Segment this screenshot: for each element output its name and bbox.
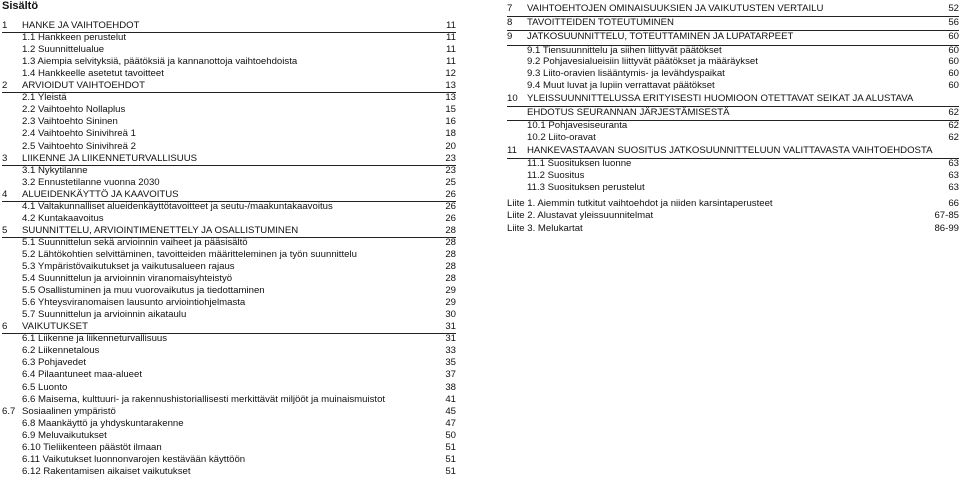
toc-entry-title: 1.3 Aiempia selvityksiä, päätöksiä ja kannanottoja vaihtoehdoista <box>22 56 298 68</box>
toc-page-number: 62 <box>948 120 959 132</box>
toc-entry-row <box>2 32 456 44</box>
toc-page-number: 51 <box>445 453 456 465</box>
toc-entry-title: 5.2 Lähtökohtien selvittäminen, tavoitteiden määritteleminen ja työn suunnittelu <box>22 248 357 260</box>
toc-number: 2 <box>2 80 8 92</box>
toc-entry-row <box>507 68 959 80</box>
appendix-title: Liite 3. Melukartat <box>507 222 583 234</box>
toc-chapter-row <box>507 2 959 17</box>
toc-chapter-row <box>507 16 959 31</box>
toc-page-number: 29 <box>445 297 456 309</box>
toc-page-number: 51 <box>445 441 456 453</box>
toc-entry-title: 11.2 Suositus <box>527 169 585 181</box>
toc-page-number: 56 <box>948 17 959 29</box>
toc-entry-row <box>2 177 456 189</box>
toc-entry-row <box>507 182 959 194</box>
toc-page-number: 47 <box>445 417 456 429</box>
toc-entry-title: 3.2 Ennustetilanne vuonna 2030 <box>22 176 160 188</box>
toc-entry-row <box>2 141 456 153</box>
toc-entry-title: 2.1 Yleistä <box>22 92 67 104</box>
toc-entry-title: 5.3 Ympäristövaikutukset ja vaikutusalueen rajaus <box>22 261 235 272</box>
toc-chapter-title: HANKE JA VAIHTOEHDOT <box>22 20 140 31</box>
toc-entry-row <box>507 120 959 132</box>
toc-entry-title: 6.5 Luonto <box>22 381 68 393</box>
toc-entry-title: 9.2 Pohjavesialueisiin liittyvät päätökset ja määräykset <box>527 56 758 68</box>
toc-entry-title: 10.1 Pohjavesiseuranta <box>527 120 628 132</box>
toc-entry-row <box>507 132 959 144</box>
toc-number: 7 <box>507 3 513 14</box>
toc-entry-row <box>507 56 959 68</box>
toc-entry-title: 9.3 Liito-oravien lisääntymis- ja levähdyspaikat <box>527 68 725 80</box>
toc-entry-row <box>507 158 959 170</box>
toc-number: 5 <box>2 224 8 236</box>
toc-entry-title: 4.1 Valtakunnalliset alueidenkäyttötavoitteet ja seutu-/maakuntakaavoitus <box>22 200 333 212</box>
toc-page-number: 35 <box>445 357 456 369</box>
toc-entry-row <box>2 92 456 104</box>
toc-page-number: 52 <box>948 3 959 14</box>
toc-number: 3 <box>2 152 8 164</box>
toc-page-number: 60 <box>948 68 959 80</box>
toc-entry-title: 9.1 Tiensuunnittelu ja siihen liittyvät päätökset <box>527 44 722 56</box>
toc-page-number: 13 <box>445 80 456 92</box>
toc-entry-title: 6.10 Tieliikenteen päästöt ilmaan <box>22 441 162 453</box>
toc-entry-title: 4.2 Kuntakaavoitus <box>22 212 104 224</box>
toc-page-number: 41 <box>445 393 456 405</box>
toc-page-number: 13 <box>445 92 456 104</box>
toc-heading: Sisältö <box>2 0 39 12</box>
toc-page-number: 63 <box>948 158 959 169</box>
toc-entry-row <box>2 273 456 285</box>
toc-entry-row <box>2 237 456 249</box>
toc-entry-row <box>2 165 456 177</box>
toc-entry-title: 6.4 Pilaantuneet maa-alueet <box>22 369 143 381</box>
toc-entry-row <box>2 466 456 478</box>
toc-page-number: 33 <box>445 345 456 357</box>
appendix-page: 86-99 <box>934 222 959 234</box>
toc-entry-row <box>2 369 456 381</box>
appendix-row <box>507 223 959 235</box>
toc-number: 10 <box>507 92 518 104</box>
toc-chapter-title: VAIHTOEHTOJEN OMINAISUUKSIEN JA VAIKUTUSTEN VERTAILU <box>527 3 824 14</box>
toc-page-number: 62 <box>948 132 959 143</box>
toc-chapter-row <box>507 106 959 121</box>
appendix-row <box>507 198 959 210</box>
toc-entry-title: 5.6 Yhteysviranomaisen lausunto arviointiohjelmasta <box>22 297 246 309</box>
toc-page-number: 28 <box>445 224 456 236</box>
toc-entry-title: 3.1 Nykytilanne <box>22 164 88 176</box>
toc-entry-row <box>2 128 456 140</box>
toc-chapter-title: ARVIOIDUT VAIHTOEHDOT <box>22 80 145 92</box>
toc-entry-title: 5.7 Suunnittelun ja arvioinnin aikataulu <box>22 309 187 321</box>
appendix-row <box>507 210 959 222</box>
toc-entry-row <box>2 261 456 273</box>
toc-chapter-row <box>507 92 959 107</box>
toc-entry-row <box>507 45 959 57</box>
appendix-title: Liite 2. Alustavat yleissuunnitelmat <box>507 210 654 222</box>
toc-entry-row <box>2 382 456 394</box>
toc-entry-row <box>2 309 456 321</box>
toc-entry-title: 6.9 Meluvaikutukset <box>22 429 107 441</box>
toc-entry-row <box>2 454 456 466</box>
toc-number: 6.7 <box>2 405 16 417</box>
toc-entry-row <box>2 357 456 369</box>
toc-entry-title: 5.1 Suunnittelun sekä arvioinnin vaiheet ja pääsisältö <box>22 236 248 248</box>
toc-number: 4 <box>2 188 8 200</box>
toc-chapter-title: HANKEVASTAAVAN SUOSITUS JATKOSUUNNITTELUUN VALITTAVASTA VAIHTOEHDOSTA <box>527 144 933 156</box>
toc-page-number: 28 <box>445 273 456 285</box>
toc-page-number: 29 <box>445 285 456 297</box>
toc-entry-row <box>2 442 456 454</box>
toc-entry-title: 6.1 Liikenne ja liikenneturvallisuus <box>22 333 168 345</box>
toc-page-number: 11 <box>446 44 456 56</box>
toc-page-number: 50 <box>445 429 456 441</box>
toc-entry-row <box>2 285 456 297</box>
toc-page-number: 37 <box>445 369 456 381</box>
toc-page-number: 12 <box>445 68 456 80</box>
toc-entry-title: Sosiaalinen ympäristö <box>22 405 116 417</box>
toc-page-number: 30 <box>445 309 456 321</box>
toc-chapter-row <box>507 144 959 159</box>
toc-page-number: 28 <box>445 248 456 260</box>
toc-entry-row <box>2 104 456 116</box>
toc-page-number: 11 <box>446 20 456 31</box>
toc-entry-title: 1.2 Suunnittelualue <box>22 44 105 56</box>
toc-entry-row <box>2 249 456 261</box>
toc-page-number: 60 <box>948 56 959 68</box>
toc-entry-title: 6.12 Rakentamisen aikaiset vaikutukset <box>22 465 191 477</box>
toc-entry-row <box>2 345 456 357</box>
toc-chapter-title: ALUEIDENKÄYTTÖ JA KAAVOITUS <box>22 188 179 200</box>
appendix-title: Liite 1. Aiemmin tutkitut vaihtoehdot ja niiden karsintaperusteet <box>507 198 773 209</box>
toc-page-number: 28 <box>445 261 456 272</box>
appendix-page: 66 <box>948 198 959 209</box>
toc-number: 1 <box>2 20 8 31</box>
toc-page-number: 23 <box>445 164 456 176</box>
toc-page-number: 26 <box>445 200 456 212</box>
toc-entry-row <box>2 406 456 418</box>
toc-entry-row <box>507 170 959 182</box>
toc-page-number: 63 <box>948 169 959 181</box>
toc-number: 8 <box>507 17 513 29</box>
toc-number: 11 <box>507 144 517 156</box>
toc-chapter-row <box>507 30 959 45</box>
toc-entry-row <box>2 44 456 56</box>
toc-entry-row <box>2 430 456 442</box>
toc-entry-row <box>2 394 456 406</box>
toc-entry-row <box>2 56 456 68</box>
toc-chapter-title: EHDOTUS SEURANNAN JÄRJESTÄMISESTÄ <box>527 107 730 118</box>
toc-page-number: 45 <box>445 405 456 417</box>
toc-entry-row <box>2 68 456 80</box>
toc-page-number: 16 <box>445 116 456 128</box>
toc-page-number: 51 <box>445 465 456 477</box>
toc-entry-title: 6.11 Vaikutukset luonnonvarojen kestävään käyttöön <box>22 453 246 465</box>
toc-chapter-title: LIIKENNE JA LIIKENNETURVALLISUUS <box>22 152 198 164</box>
toc-number: 9 <box>507 31 513 43</box>
toc-page-number: 60 <box>948 80 959 91</box>
toc-entry-title: 11.1 Suosituksen luonne <box>527 158 632 169</box>
toc-entry-title: 6.2 Liikennetalous <box>22 345 100 357</box>
toc-entry-title: 1.1 Hankkeen perustelut <box>22 32 126 44</box>
toc-entry-row <box>2 333 456 345</box>
toc-page-number: 31 <box>445 333 456 345</box>
toc-page-number: 15 <box>445 104 456 116</box>
toc-page-number: 25 <box>445 176 456 188</box>
toc-entry-title: 9.4 Muut luvat ja lupiin verrattavat päätökset <box>527 80 715 91</box>
toc-entry-title: 2.2 Vaihtoehto Nollaplus <box>22 104 126 116</box>
toc-entry-row <box>2 116 456 128</box>
toc-page-number: 62 <box>948 107 959 118</box>
toc-entry-row <box>2 201 456 213</box>
toc-chapter-title: YLEISSUUNNITTELUSSA ERITYISESTI HUOMIOON OTETTAVAT SEIKAT JA ALUSTAVA <box>527 92 914 104</box>
toc-entry-title: 2.5 Vaihtoehto Sinivihreä 2 <box>22 140 136 152</box>
toc-entry-title: 2.4 Vaihtoehto Sinivihreä 1 <box>22 128 136 140</box>
toc-chapter-title: SUUNNITTELU, ARVIOINTIMENETTELY JA OSALLISTUMINEN <box>22 224 299 236</box>
toc-page-number: 20 <box>445 140 456 152</box>
toc-chapter-title: VAIKUTUKSET <box>22 321 88 333</box>
appendix-page: 67-85 <box>934 210 959 222</box>
toc-page-number: 26 <box>445 188 456 200</box>
toc-entry-title: 2.3 Vaihtoehto Sininen <box>22 116 118 128</box>
toc-entry-title: 6.8 Maankäyttö ja yhdyskuntarakenne <box>22 417 184 429</box>
toc-page-number: 60 <box>948 31 959 43</box>
toc-entry-title: 10.2 Liito-oravat <box>527 132 596 143</box>
toc-page-number: 31 <box>445 321 456 333</box>
toc-number: 6 <box>2 321 8 333</box>
toc-page-number: 60 <box>948 44 959 56</box>
toc-page-number: 28 <box>445 236 456 248</box>
toc-page-number: 11 <box>446 56 456 68</box>
toc-page-number: 11 <box>446 32 456 44</box>
toc-chapter-title: JATKOSUUNNITTELU, TOTEUTTAMINEN JA LUPATARPEET <box>527 31 794 43</box>
toc-entry-title: 1.4 Hankkeelle asetetut tavoitteet <box>22 68 164 80</box>
toc-entry-title: 5.4 Suunnittelun ja arvioinnin viranomaisyhteistyö <box>22 273 233 285</box>
toc-entry-row <box>2 418 456 430</box>
toc-entry-row <box>507 80 959 92</box>
toc-chapter-title: TAVOITTEIDEN TOTEUTUMINEN <box>527 17 674 29</box>
toc-entry-title: 5.5 Osallistuminen ja muu vuorovaikutus ja tiedottaminen <box>22 285 265 297</box>
toc-page-number: 63 <box>948 181 959 193</box>
toc-page-number: 26 <box>445 212 456 224</box>
toc-entry-title: 6.3 Pohjavedet <box>22 357 87 369</box>
toc-page-number: 18 <box>445 128 456 140</box>
toc-entry-title: 6.6 Maisema, kulttuuri- ja rakennushistoriallisesti merkittävät miljööt ja muinaismuistot <box>22 393 386 405</box>
toc-page-number: 23 <box>445 152 456 164</box>
toc-entry-title: 11.3 Suosituksen perustelut <box>527 181 645 193</box>
toc-page-number: 38 <box>445 381 456 393</box>
toc-entry-row <box>2 213 456 225</box>
toc-entry-row <box>2 297 456 309</box>
